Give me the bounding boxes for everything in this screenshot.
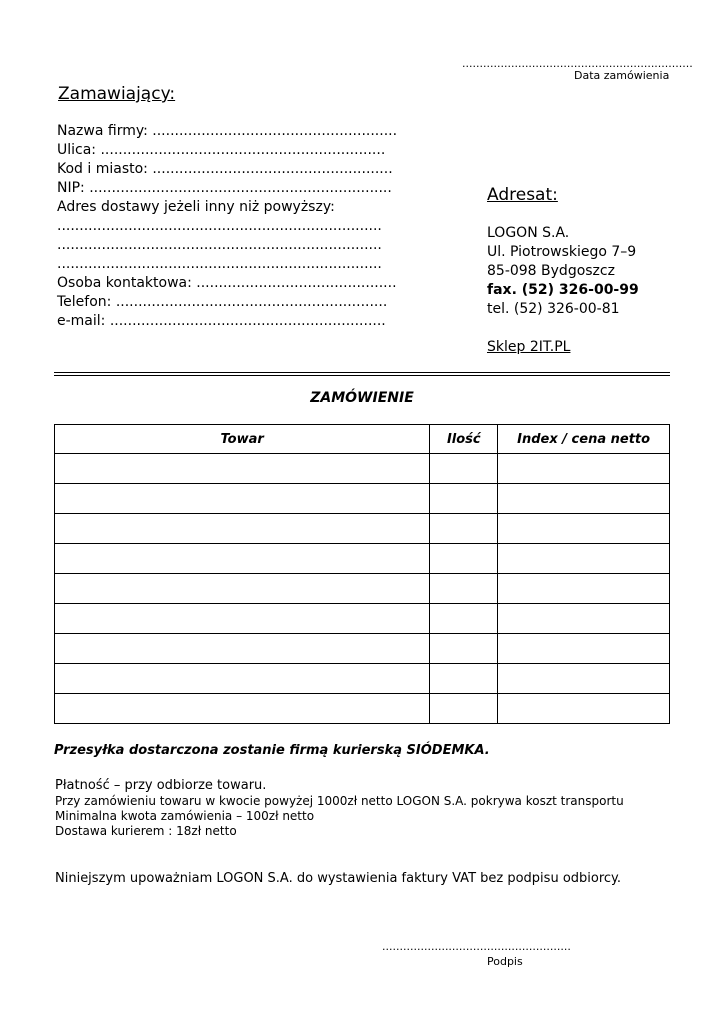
quantity-cell[interactable] <box>430 514 498 544</box>
table-row <box>55 514 670 544</box>
quantity-cell[interactable] <box>430 574 498 604</box>
delivery-address-line-1[interactable]: ......................................................................... <box>57 218 382 234</box>
delivery-address-line-3[interactable]: ......................................................................... <box>57 256 382 272</box>
signature-label: Podpis <box>487 955 523 968</box>
payment-note: Płatność – przy odbiorze towaru. <box>55 778 267 793</box>
courier-note: Przesyłka dostarczona zostanie firmą kurierską SIÓDEMKA. <box>54 743 490 758</box>
orderer-heading: Zamawiający: <box>58 84 176 104</box>
table-row <box>55 604 670 634</box>
product-cell[interactable] <box>55 574 430 604</box>
table-row <box>55 694 670 724</box>
minimum-order-note: Minimalna kwota zamówienia – 100zł netto <box>55 809 315 823</box>
order-table-header <box>55 425 670 454</box>
product-cell[interactable] <box>55 514 430 544</box>
addressee-company: LOGON S.A. <box>487 225 570 241</box>
divider-line-bottom <box>54 375 670 376</box>
courier-cost-note: Dostawa kurierem : 18zł netto <box>55 824 237 838</box>
signature-field[interactable]: ...................................................... <box>382 940 571 953</box>
product-cell[interactable] <box>55 634 430 664</box>
addressee-tel: tel. (52) 326-00-81 <box>487 301 620 317</box>
shop-link[interactable]: Sklep 2IT.PL <box>487 339 571 355</box>
addressee-heading: Adresat: <box>487 185 558 205</box>
index-price-cell[interactable] <box>498 664 670 694</box>
terms-block <box>55 794 624 839</box>
product-cell[interactable] <box>55 604 430 634</box>
addressee-street: Ul. Piotrowskiego 7–9 <box>487 244 637 260</box>
vat-authorization: Niniejszym upoważniam LOGON S.A. do wystawienia faktury VAT bez podpisu odbiorcy. <box>55 871 622 886</box>
order-date-field[interactable]: .................................................................. <box>462 57 693 70</box>
quantity-cell[interactable] <box>430 484 498 514</box>
phone-field[interactable]: Telefon: ............................................................. <box>57 294 388 310</box>
column-header-index-price: Index / cena netto <box>498 425 670 454</box>
street-field[interactable]: Ulica: ................................................................ <box>57 142 386 158</box>
addressee-fax: fax. (52) 326-00-99 <box>487 282 639 298</box>
index-price-cell[interactable] <box>498 694 670 724</box>
free-shipping-note: Przy zamówieniu towaru w kwocie powyżej 1000zł netto LOGON S.A. pokrywa koszt transportu <box>55 794 624 808</box>
index-price-cell[interactable] <box>498 484 670 514</box>
index-price-cell[interactable] <box>498 634 670 664</box>
delivery-address-label: Adres dostawy jeżeli inny niż powyższy: <box>57 199 335 215</box>
column-header-product: Towar <box>55 425 430 454</box>
product-cell[interactable] <box>55 454 430 484</box>
quantity-cell[interactable] <box>430 664 498 694</box>
order-date-label: Data zamówienia <box>574 69 670 82</box>
index-price-cell[interactable] <box>498 454 670 484</box>
table-row <box>55 454 670 484</box>
contact-person-field[interactable]: Osoba kontaktowa: ............................................. <box>57 275 397 291</box>
addressee-block <box>487 224 639 357</box>
nip-field[interactable]: NIP: .................................................................... <box>57 180 392 196</box>
index-price-cell[interactable] <box>498 544 670 574</box>
index-price-cell[interactable] <box>498 604 670 634</box>
table-row <box>55 544 670 574</box>
product-cell[interactable] <box>55 544 430 574</box>
order-table <box>54 424 670 724</box>
quantity-cell[interactable] <box>430 544 498 574</box>
order-title: ZAMÓWIENIE <box>310 390 414 406</box>
orderer-fields <box>57 122 397 331</box>
divider-line-top <box>54 372 670 373</box>
table-row <box>55 484 670 514</box>
addressee-city: 85-098 Bydgoszcz <box>487 263 615 279</box>
index-price-cell[interactable] <box>498 514 670 544</box>
quantity-cell[interactable] <box>430 634 498 664</box>
quantity-cell[interactable] <box>430 454 498 484</box>
column-header-quantity: Ilość <box>430 425 498 454</box>
quantity-cell[interactable] <box>430 604 498 634</box>
delivery-address-line-2[interactable]: ......................................................................... <box>57 237 382 253</box>
company-name-field[interactable]: Nazwa firmy: ....................................................... <box>57 123 398 139</box>
index-price-cell[interactable] <box>498 574 670 604</box>
email-field[interactable]: e-mail: .............................................................. <box>57 313 386 329</box>
table-row <box>55 634 670 664</box>
postal-city-field[interactable]: Kod i miasto: ...................................................... <box>57 161 393 177</box>
quantity-cell[interactable] <box>430 694 498 724</box>
product-cell[interactable] <box>55 484 430 514</box>
table-row <box>55 574 670 604</box>
product-cell[interactable] <box>55 694 430 724</box>
table-row <box>55 664 670 694</box>
product-cell[interactable] <box>55 664 430 694</box>
